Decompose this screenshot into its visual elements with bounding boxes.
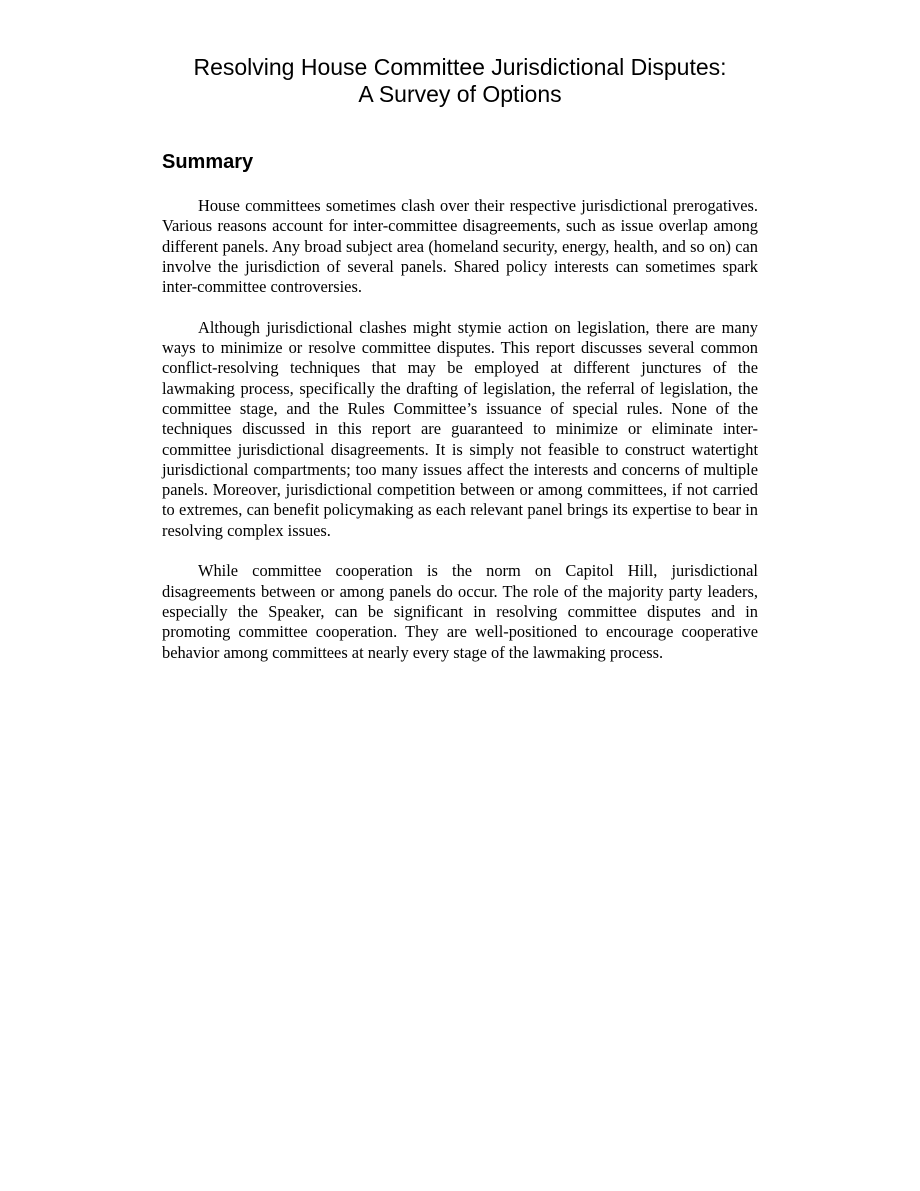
summary-paragraph-1: House committees sometimes clash over their respective jurisdictional prerogatives. Various reasons account for inter-committee disagreements, such as issue overlap among different panels. Any broad subject area (homeland security, energy, health, and so on) can involve the jurisdiction of several panels. Shared policy interests can sometimes spark inter-committee controversies.: [162, 196, 758, 297]
document-title-line-1: Resolving House Committee Jurisdictional Disputes:: [193, 54, 727, 80]
document-title-line-2: A Survey of Options: [358, 81, 562, 107]
document-page: [162, 54, 758, 683]
document-title: [162, 54, 758, 108]
summary-paragraph-3: While committee cooperation is the norm on Capitol Hill, jurisdictional disagreements between or among panels do occur. The role of the majority party leaders, especially the Speaker, can be significant in resolving committee disputes and in promoting committee cooperation. They are well-positioned to encourage cooperative behavior among committees at nearly every stage of the lawmaking process.: [162, 561, 758, 662]
summary-paragraph-2: Although jurisdictional clashes might stymie action on legislation, there are many ways to minimize or resolve committee disputes. This report discusses several common conflict-resolving techniques that may be employed at different junctures of the lawmaking process, specifically the drafting of legislation, the referral of legislation, the committee stage, and the Rules Committee’s issuance of special rules. None of the techniques discussed in this report are guaranteed to minimize or eliminate inter-committee jurisdictional disagreements. It is simply not feasible to construct watertight jurisdictional compartments; too many issues affect the interests and concerns of multiple panels. Moreover, jurisdictional competition between or among committees, if not carried to extremes, can benefit policymaking as each relevant panel brings its expertise to bear in resolving complex issues.: [162, 317, 758, 540]
section-heading: Summary: [162, 151, 254, 173]
